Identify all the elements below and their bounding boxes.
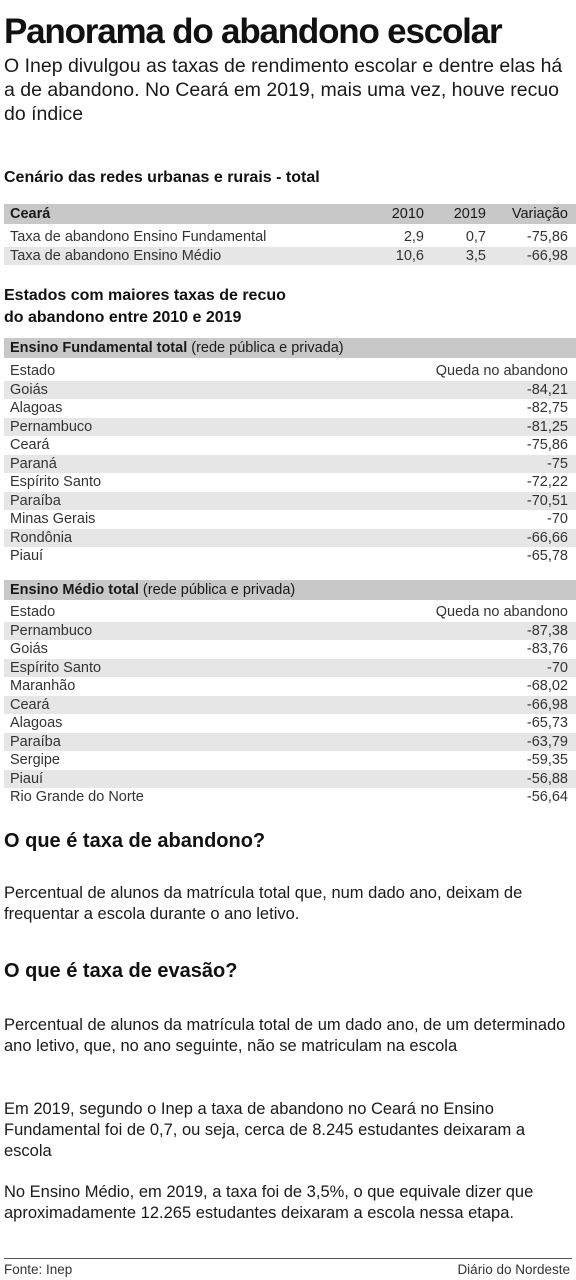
table-row <box>4 436 576 455</box>
table-row <box>4 510 576 529</box>
table-row <box>4 677 576 696</box>
medio-table-header <box>4 580 576 600</box>
state-name: Ceará <box>10 437 50 453</box>
medio-col-queda: Queda no abandono <box>435 604 568 620</box>
state-name: Pernambuco <box>10 622 93 639</box>
state-name: Alagoas <box>10 715 63 731</box>
footer-source: Fonte: Inep <box>4 1262 73 1277</box>
table-row <box>4 788 576 807</box>
medio-header-rest: (rede pública e privada) <box>138 582 296 598</box>
footer-credit: Diário do Nordeste <box>457 1262 570 1277</box>
state-name: Paraíba <box>10 492 61 509</box>
state-drop-value: -70,51 <box>526 492 568 509</box>
table-row <box>4 418 576 437</box>
state-drop-value: -82,75 <box>526 400 568 416</box>
table-row <box>4 714 576 733</box>
cenario-table-header <box>4 204 576 224</box>
evasao-text: Percentual de alunos da matrícula total de um dado ano, de um determinado ano letivo, que, no ano seguinte, não se matriculam na escola <box>4 1016 566 1055</box>
state-name: Paraná <box>10 455 57 472</box>
state-drop-value: -72,22 <box>526 474 568 490</box>
medio-paragraph: No Ensino Médio, em 2019, a taxa foi de 3,5%, o que equivale dizer que aproximadamente 12.265 estudantes deixaram a escola nessa etapa. <box>4 1183 534 1222</box>
cenario-row-2010: 2,9 <box>403 229 424 245</box>
fundamental-col-queda: Queda no abandono <box>435 363 568 379</box>
state-drop-value: -66,66 <box>526 529 568 546</box>
state-drop-value: -65,78 <box>526 548 568 564</box>
fundamental-header-rest: (rede pública e privada) <box>187 340 344 356</box>
cenario-row-2019: 3,5 <box>465 247 486 264</box>
table-row <box>4 751 576 770</box>
state-name: Espírito Santo <box>10 474 102 490</box>
state-drop-value: -70 <box>547 511 568 527</box>
subheadline: O Inep divulgou as taxas de rendimento escolar e dentre elas há a de abandono. No Ceará em 2019, mais uma vez, houve recuo do índice <box>4 55 563 125</box>
medio-header-bold: Ensino Médio total <box>10 582 139 598</box>
cenario-header-2019: 2019 <box>453 206 486 222</box>
state-drop-value: -75,86 <box>526 437 568 453</box>
table-row <box>4 640 576 659</box>
cenario-row <box>4 247 576 266</box>
cenario-row-variacao: -75,86 <box>526 229 568 245</box>
table-row <box>4 455 576 474</box>
state-drop-value: -65,73 <box>526 715 568 731</box>
table-row <box>4 733 576 752</box>
state-name: Goiás <box>10 381 48 398</box>
abandono-title: O que é taxa de abandono? <box>4 830 266 852</box>
state-name: Paraíba <box>10 733 61 750</box>
cenario-title: Cenário das redes urbanas e rurais - total <box>4 169 320 186</box>
medio-header-text <box>10 580 295 600</box>
cenario-header-variacao: Variação <box>511 206 568 222</box>
table-row <box>4 770 576 789</box>
cenario-row-2019: 0,7 <box>465 229 486 245</box>
state-name: Ceará <box>10 696 50 713</box>
state-drop-value: -63,79 <box>526 733 568 750</box>
state-drop-value: -66,98 <box>526 696 568 713</box>
state-name: Rio Grande do Norte <box>10 789 144 805</box>
state-name: Sergipe <box>10 752 60 768</box>
evasao-title: O que é taxa de evasão? <box>4 960 238 982</box>
state-name: Maranhão <box>10 678 76 694</box>
table-row <box>4 529 576 548</box>
medio-col-estado: Estado <box>10 604 56 620</box>
fundamental-header-text <box>10 338 344 358</box>
table-row <box>4 399 576 418</box>
estados-title-line1: Estados com maiores taxas de recuo <box>4 287 286 304</box>
fundamental-paragraph: Em 2019, segundo o Inep a taxa de abandono no Ceará no Ensino Fundamental foi de 0,7, ou seja, cerca de 8.245 estudantes deixaram a escola <box>4 1100 525 1160</box>
state-drop-value: -59,35 <box>526 752 568 768</box>
cenario-header-2010: 2010 <box>391 206 424 222</box>
state-drop-value: -83,76 <box>526 641 568 657</box>
table-row <box>4 696 576 715</box>
state-name: Espírito Santo <box>10 659 102 676</box>
state-drop-value: -56,88 <box>526 770 568 787</box>
table-row <box>4 381 576 400</box>
fundamental-col-estado: Estado <box>10 363 56 379</box>
table-row <box>4 492 576 511</box>
state-drop-value: -87,38 <box>526 622 568 639</box>
state-drop-value: -84,21 <box>526 381 568 398</box>
table-row <box>4 659 576 678</box>
cenario-row-label: Taxa de abandono Ensino Fundamental <box>10 229 267 245</box>
fundamental-table-header <box>4 338 576 358</box>
table-row <box>4 473 576 492</box>
cenario-row <box>4 228 576 247</box>
cenario-row-2010: 10,6 <box>395 247 424 264</box>
fundamental-column-header <box>4 362 576 381</box>
state-name: Goiás <box>10 641 48 657</box>
medio-column-header <box>4 603 576 622</box>
abandono-text: Percentual de alunos da matrícula total que, num dado ano, deixam de frequentar a escola durante o ano letivo. <box>4 884 523 923</box>
state-name: Alagoas <box>10 400 63 416</box>
state-name: Pernambuco <box>10 418 93 435</box>
state-drop-value: -70 <box>547 659 568 676</box>
state-name: Piauí <box>10 548 44 564</box>
state-drop-value: -68,02 <box>526 678 568 694</box>
state-name: Piauí <box>10 770 44 787</box>
table-row <box>4 547 576 566</box>
table-row <box>4 622 576 641</box>
cenario-row-label: Taxa de abandono Ensino Médio <box>10 247 222 264</box>
estados-title-line2: do abandono entre 2010 e 2019 <box>4 309 242 326</box>
footer-divider <box>4 1258 572 1259</box>
state-drop-value: -56,64 <box>526 789 568 805</box>
state-drop-value: -75 <box>547 455 568 472</box>
fundamental-header-bold: Ensino Fundamental total <box>10 340 188 356</box>
state-name: Minas Gerais <box>10 511 96 527</box>
state-name: Rondônia <box>10 529 73 546</box>
cenario-row-variacao: -66,98 <box>526 247 568 264</box>
headline: Panorama do abandono escolar <box>4 12 502 51</box>
state-drop-value: -81,25 <box>526 418 568 435</box>
cenario-header-label: Ceará <box>10 206 51 222</box>
